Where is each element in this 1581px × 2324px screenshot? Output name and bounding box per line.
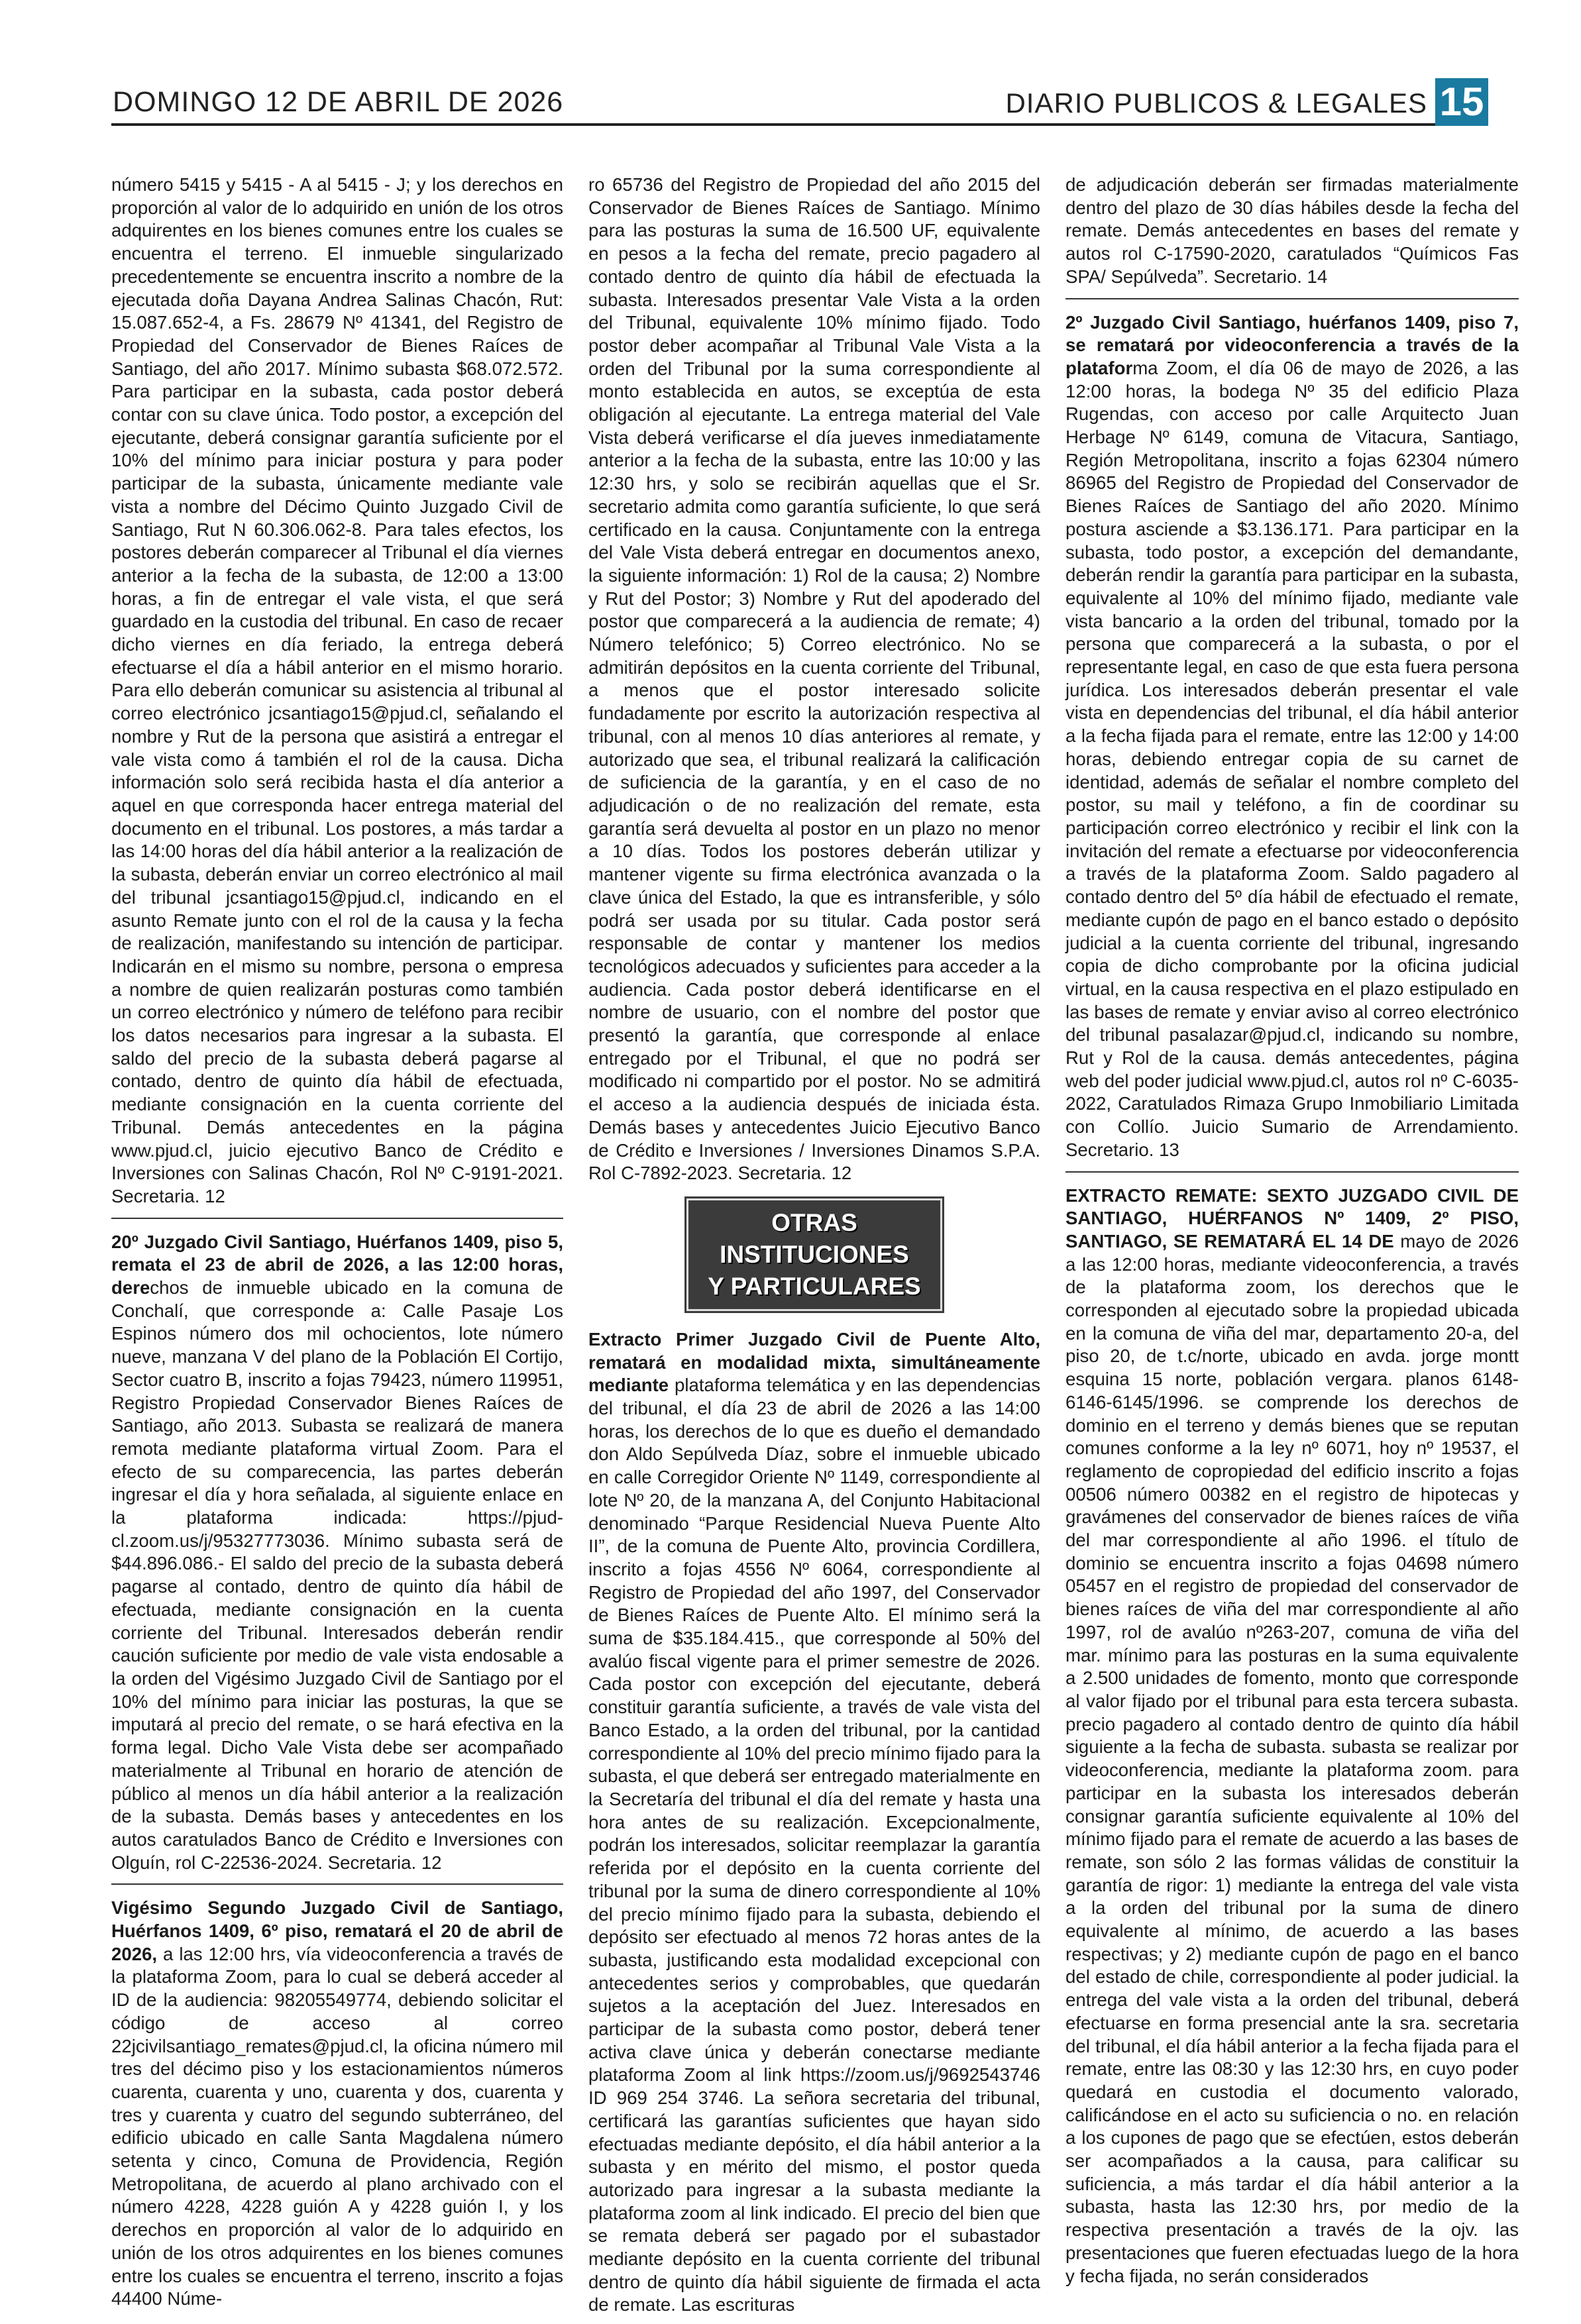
notice-continuation: ro 65736 del Registro de Propiedad del año 2015 del Conservador de Bienes Raíces de Santiago. Mínimo para las posturas la suma de 16.500 UF, equivalente en pesos a la fecha del remate, precio pagadero al contado dentro de quinto día hábil de efectuada la subasta. Interesados presentar Vale Vista a la orden del Tribunal, equivalente 10% mínimo fijado. Todo postor deber acompañar al Tribunal Vale Vista a la orden del Tribunal por la suma correspondiente al monto establecida en autos, se exceptúa de esta obligación al ejecutante. La entrega material del Vale Vista deberá verificarse el día jueves inmediatamente anterior a la fecha de la subasta, entre las 10:00 y las 12:30 hrs, y solo se recibirán aquellas que el Sr. secretario admita como garantía suficiente, lo que será certificado en la causa. Conjuntamente con la entrega del Vale Vista deberá entregar en documentos anexo, la siguiente información: 1) Rol de la causa; 2) Nombre y Rut del Postor; 3) Nombre y Rut del apoderado del postor que comparecerá a la audiencia de remate; 4) Número telefónico; 5) Correo electrónico. No se admitirán depósitos en la cuenta corriente del Tribunal, a menos que el postor interesado solicite fundadamente por escrito la autorización respectiva al tribunal, con al menos 10 días anteriores al remate, y autorizado que sea, el tribunal realizará la calificación de suficiencia de la garantía, y en el caso de no adjudicación o de no realización del remate, esta garantía será devuelta al postor en un plazo no menor a 10 días. Todos los postores deberán utilizar y mantener vigente su firma electrónica avanzada o la clave única del Estado, la que es intransferible, y sólo podrá ser usada por su titular. Cada postor será responsable de contar y mantener los medios tecnológicos adecuados y suficientes para acceder a la audiencia. Cada postor deberá identificarse en el nombre de usuario, con el nombre del postor que presentó la garantía, que corresponde al enlace entregado por el Tribunal, el que no podrá ser modificado ni compartido por el postor. No se admitirá el acceso a la audiencia después de iniciada ésta. Demás bases y antecedentes Juicio Ejecutivo Banco de Crédito e Inversiones / Inversiones Dinamos S.P.A. Rol C-7892-2023. Secretaria. 12 — [588, 174, 1040, 1184]
column-1 — [111, 174, 563, 2309]
notice-22-juzgado — [111, 1897, 563, 2311]
notice-body: plataforma telemática y en las dependencias del tribunal, el día 23 de abril de 2026 a las 14:00 horas, los derechos de lo que es dueño el demandado don Aldo Sepúlveda Díaz, sobre el inmueble ubicado en calle Corregidor Oriente Nº 1149, correspondiente al lote Nº 20, de la manzana A, del Conjunto Habitacional denominado “Parque Residencial Nueva Puente Alto II”, de la comuna de Puente Alto, provincia Cordillera, inscrito a fojas 4556 Nº 6064, correspondiente al Registro de Propiedad del año 1997, del Conservador de Bienes Raíces de Puente Alto. El mínimo será la suma de $35.184.415., que corresponde al 50% del avalúo fiscal vigente para el primer semestre de 2026. Cada postor con excepción del ejecutante, deberá constituir garantía suficiente, a través de vale vista del Banco Estado, a la orden del tribunal, por la cantidad correspondiente al 10% del precio mínimo fijado para la subasta, el que deberá ser entregado materialmente en la Secretaría del tribunal el día del remate y hasta una hora antes de su realización. Excepcionalmente, podrán los interesados, solicitar reemplazar la garantía referida por el depósito en la cuenta corriente del tribunal por la suma de dinero correspondiente al 10% del precio mínimo fijado para la subasta, debiendo el depósito ser efectuado al menos 72 horas antes de la subasta, justificando esta modalidad excepcional con antecedentes serios y comprobables, que quedarán sujetos a la aceptación del Juez. Interesados en participar de la subasta como postor, deberá tener activa clave única y deberán conectarse mediante plataforma Zoom al link https://zoom.us/j/9692543746 ID 969 254 3746. La señora secretaria del tribunal, certificará las garantías suficientes que hayan sido efectuadas mediante depósito, el día hábil anterior a la subasta y en mérito del mismo, el postor queda autorizado para ingresar a la subasta mediante la plataforma zoom al link indicado. El precio del bien que se remata deberá ser pagado por el subastador mediante depósito en la cuenta corriente del tribunal dentro de quinto día hábil siguiente de firmada el acta de remate. Las escrituras — [588, 1375, 1040, 2315]
notice-heading: 20º Juzgado Civil Santiago, Huérfanos 1409, piso 5, remata el 23 de abril de 2026, a las 12:00 horas, dere — [111, 1231, 563, 1298]
notice-body: chos de inmueble ubicado en la comuna de Conchalí, que corresponde a: Calle Pasaje Los Espinos número dos mil ochocientos, lote número nueve, manzana V del plano de la Población El Cortijo, Sector cuatro B, inscrito a fojas 79423, número 119951, Registro Propiedad Conservador Bienes Raíces de Santiago, año 2013. Subasta se realizará de manera remota mediante plataforma virtual Zoom. Para el efecto de su comparecencia, las partes deberán ingresar el día y hora señalada, al siguiente enlace en la plataforma indicada: https://pjud-cl.zoom.us/j/95327773036. Mínimo subasta será de $44.896.086.- El saldo del precio de la subasta deberá pagarse al contado, dentro de quinto día hábil de efectuada, mediante consignación en la cuenta corriente del Tribunal. Interesados deberán rendir caución suficiente por medio de vale vista endosable a la orden del Vigésimo Juzgado Civil de Santiago por el 10% del mínimo para iniciar las posturas, la que se imputará al precio del remate, o se hará efectiva en la forma legal. Dicho Vale Vista debe ser acompañado materialmente al Tribunal en horario de atención de público al menos un día hábil anterior a la realización de la subasta. Demás bases y antecedentes en los autos caratulados Banco de Crédito e Inversiones con Olguín, rol C-22536-2024. Secretaria. 12 — [111, 1277, 563, 1873]
notice-sexto-juzgado — [1065, 1185, 1519, 2288]
notice-heading: Vigésimo Segundo Juzgado Civil de Santiago, Huérfanos 1409, 6º piso, rematará el 20 de abril de 2026, — [111, 1897, 563, 1964]
notice-puente-alto — [588, 1328, 1040, 2317]
section-title-line-2: Y PARTICULARES — [708, 1272, 921, 1300]
divider — [111, 1883, 563, 1885]
notice-2-juzgado — [1065, 311, 1519, 1162]
notice-body: ma Zoom, el día 06 de mayo de 2026, a las 12:00 horas, la bodega Nº 35 del edificio Plaza Rugendas, con acceso por calle Arquitecto Juan Herbage Nº 6149, comuna de Vitacura, Santiago, Región Metropolitana, inscrito a fojas 62304 número 86965 del Registro de Propiedad del Conservador de Bienes Raíces de Santiago del año 2020. Mínimo postura asciende a $3.136.171. Para participar en la subasta, todo postor, a excepción del demandante, deberán rendir la garantía para participar en la subasta, equivalente al 10% del mínimo fijado, mediante vale vista bancario a la orden del tribunal, tomado por la persona que comparecerá a la subasta, o por el representante legal, en caso de que esta fuera persona jurídica. Los interesados deberán presentar el vale vista en dependencias del tribunal, el día hábil anterior a la fecha fijada para el remate, entre las 12:00 y 14:00 horas, debiendo entregar copia de su carnet de identidad, además de señalar el nombre completo del postor, su mail y teléfono, a fin de coordinar su participación correo electrónico y recibir el link con la invitación del remate a efectuarse por videoconferencia a través de la plataforma Zoom. Saldo pagadero al contado dentro del 5º día hábil de efectuado el remate, mediante cupón de pago en el banco estado o depósito judicial a la cuenta corriente del tribunal, ingresando copia de dicho comprobante por la oficina judicial virtual, en la causa respectiva en el plazo estipulado en las bases de remate y enviar aviso al correo electrónico del tribunal pasalazar@pjud.cl, indicando su nombre, Rut y Rol de la causa. demás antecedentes, página web del poder judicial www.pjud.cl, autos rol nº C-6035-2022, Caratulados Rimaza Grupo Inmobiliario Limitada con Collío. Juicio Sumario de Arrendamiento. Secretario. 13 — [1065, 357, 1519, 1160]
section-header — [686, 1198, 942, 1311]
issue-date: DOMINGO 12 DE ABRIL DE 2026 — [113, 86, 564, 118]
notice-body: mayo de 2026 a las 12:00 horas, mediante videoconferencia, a través de la plataforma zoom, los derechos que le corresponden al ejecutado sobre la propiedad ubicada en la comuna de viña del mar, departamento 20-a, del piso 20, de t.c/norte, ubicado en avda. jorge montt esquina 15 norte, población vergara. planos 6148-6146-6145/1996. se comprende los derechos de dominio en el terreno y demás bienes que se reputan comunes conforme a la ley nº 6071, hoy nº 19537, el reglamento de copropiedad del edificio inscrito a fojas 00506 número 00382 en el registro de hipotecas y gravámenes del conservador de bienes raíces de viña del mar correspondiente al año 1996. el título de dominio se encuentra inscrito a fojas 04698 número 05457 en el registro de propiedad del conservador de bienes raíces de viña del mar correspondiente al año 1997, rol de avalúo nº263-207, comuna de viña del mar. mínimo para las posturas en la suma equivalente a 2.500 unidades de fomento, monto que corresponde al valor fijado por el tribunal para esta tercera subasta. precio pagadero al contado dentro de quinto día hábil siguiente a la fecha de subasta. subasta se realizar por videoconferencia, mediante la plataforma zoom. para participar en la subasta los interesados deberán consignar garantía suficiente equivalente al 10% del mínimo fijado para el remate de acuerdo a las bases de remate, son sólo 2 las formas válidas de constituir la garantía de rigor: 1) mediante la entrega del vale vista a la orden del tribunal por la suma de dinero equivalente al mínimo, de acuerdo a las bases respectivas; y 2) mediante cupón de pago en el banco del estado de chile, correspondiente al poder judicial. la entrega del vale vista a la orden del tribunal, deberá efectuarse en forma presencial ante la sra. secretaria del tribunal, el día hábil anterior a la fecha fijada para el remate, entre las 08:30 y las 12:30 hrs, en cuyo poder quedará en custodia el documento valorado, calificándose en el acto su suficiencia o no. en relación a los cupones de pago que se efectúen, estos deberán ser acompañados a la causa, para calificar su suficiencia, a más tardar el día hábil anterior a la subasta, hasta las 12:30 hrs, por medio de la respectiva presentación a través de la ojv. las presentaciones que fueren efectuadas luego de la hora y fecha fijada, no serán considerados — [1065, 1230, 1519, 2286]
masthead — [111, 79, 1488, 126]
section-title-line-1: OTRAS INSTITUCIONES — [720, 1208, 909, 1268]
notice-heading: EXTRACTO REMATE: SEXTO JUZGADO CIVIL DE SANTIAGO, HUÉRFANOS Nº 1409, 2º PISO, SANTIAGO, SE REMATARÁ EL 14 DE — [1065, 1185, 1519, 1251]
column-2 — [588, 174, 1040, 2315]
notice-heading: Extracto Primer Juzgado Civil de Puente Alto, rematará en modalidad mixta, simultáneamente mediante — [588, 1328, 1040, 1396]
divider — [111, 1218, 563, 1219]
page-number: 15 — [1435, 78, 1488, 126]
divider — [1065, 1171, 1519, 1173]
notice-body: a las 12:00 hrs, vía videoconferencia a través de la plataforma Zoom, para lo cual se deberá acceder al ID de la audiencia: 98205549774, debiendo solicitar el código de acceso al correo 22jcivilsantiago_remates@pjud.cl, la oficina número mil tres del décimo piso y los estacionamientos números cuarenta, cuarenta y uno, cuarenta y dos, cuarenta y tres y cuarenta y cuatro del segundo subterráneo, del edificio ubicado en calle Santa Magdalena número setenta y cinco, Comuna de Providencia, Región Metropolitana, de acuerdo al plano archivado con el número 4228, 4228 guión A y 4228 guión I, y los derechos en proporción al valor de lo adquirido en unión de los otros adquirentes en los bienes comunes entre los cuales se encuentra el terreno, inscrito a fojas 44400 Núme- — [111, 1943, 563, 2309]
divider — [1065, 298, 1519, 299]
notice-continuation: de adjudicación deberán ser firmadas materialmente dentro del plazo de 30 días hábiles desde la fecha del remate. Demás antecedentes en bases del remate y autos rol C-17590-2020, caratulados “Químicos Fas SPA/ Sepúlveda”. Secretario. 14 — [1065, 174, 1519, 287]
notice-heading: 2º Juzgado Civil Santiago, huérfanos 1409, piso 7, se rematará por videoconferencia a través de la platafor — [1065, 311, 1519, 378]
notice-20-juzgado — [111, 1231, 563, 1875]
publication-title: DIARIO PUBLICOS & LEGALES — [1005, 87, 1427, 119]
column-3 — [1065, 174, 1519, 2287]
notice-continuation: número 5415 y 5415 - A al 5415 - J; y los derechos en proporción al valor de lo adquirido en unión de los otros adquirentes en los bienes comunes entre los cuales se encuentra el terreno. El inmueble singularizado precedentemente se encuentra inscrito a nombre de la ejecutada doña Dayana Andrea Salinas Chacón, Rut: 15.087.652-4, a Fs. 28679 Nº 41341, del Registro de Propiedad del Conservador de Bienes Raíces de Santiago, del año 2017. Mínimo subasta $68.072.572. Para participar en la subasta, cada postor deberá contar con su clave única. Todo postor, a excepción del ejecutante, deberá consignar garantía suficiente por el 10% del mínimo para iniciar postura y para poder participar de la subasta, únicamente mediante vale vista a nombre del Décimo Quinto Juzgado Civil de Santiago, Rut N 60.306.062-8. Para tales efectos, los postores deberán comparecer al Tribunal el día viernes anterior a la fecha de la subasta, de 12:00 a 13:00 horas, a fin de entregar el vale vista, el que será guardado en la custodia del tribunal. En caso de recaer dicho viernes en día feriado, la entrega deberá efectuarse el día a hábil anterior en el mismo horario. Para ello deberán comunicar su asistencia al tribunal al correo electrónico jcsantiago15@pjud.cl, señalando el nombre y Rut de la persona que asistirá a entregar el vale vista como á también el rol de la causa. Dicha información solo será recibida hasta el día anterior a aquel en que corresponda hacer entrega material del documento en el tribunal. Los postores, a más tardar a las 14:00 horas del día hábil anterior a la realización de la subasta, deberán enviar un correo electrónico al mail del tribunal jcsantiago15@pjud.cl, indicando en el asunto Remate junto con el rol de la causa y la fecha de realización, manifestando su intención de participar. Indicarán en el mismo su nombre, persona o empresa a nombre de quien realizarán posturas como también un correo electrónico y número de teléfono para recibir los datos necesarios para ingresar a la subasta. El saldo del precio de la subasta deberá pagarse al contado, dentro de quinto día hábil de efectuada, mediante consignación en la cuenta corriente del Tribunal. Demás antecedentes en la página www.pjud.cl, juicio ejecutivo Banco de Crédito e Inversiones con Salinas Chacón, Rol Nº C-9191-2021. Secretaria. 12 — [111, 174, 563, 1206]
